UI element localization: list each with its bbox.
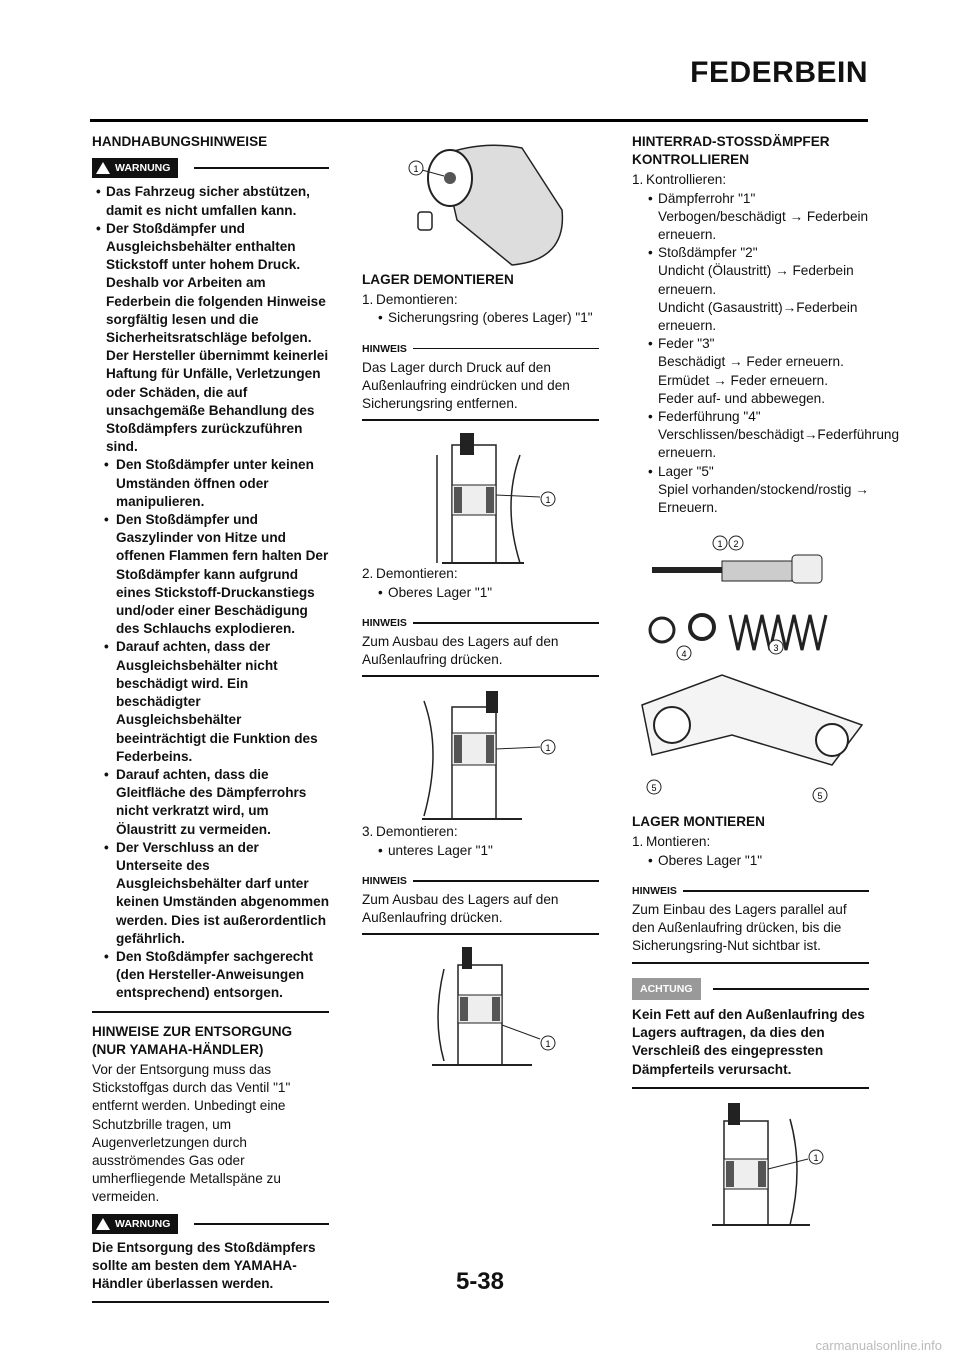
step-text: Demontieren: (376, 292, 458, 308)
step-text: Demontieren: (376, 566, 458, 582)
list-item: • Das Fahrzeug sicher abstützen, damit es nicht umfallen kann. (92, 183, 329, 219)
list-item: • Oberes Lager "1" (632, 852, 869, 870)
note-header: HINWEIS (362, 872, 599, 890)
footer-watermark: carmanualsonline.info (815, 1338, 942, 1353)
section-handling-title: HANDHABUNGSHINWEISE (92, 134, 268, 149)
svg-text:3: 3 (773, 643, 779, 654)
list-item: • Der Stoßdämpfer und Ausgleichsbehälter enthalten Stickstoff unter hohem Druck. Deshalb vor Arbeiten am Federbein die folgenden Hinweise sorgfältig lesen und die Sicherheitsratschläge befolgen. Der Hersteller übernimmt keinerlei Haftung für Unfälle, Verletzungen oder Schäden, die auf unsachgemäße Behandlung des Stoßdämpfers zurückzuführen sind. (92, 220, 329, 457)
column-2: 1 LAGER DEMONTIEREN 1. Demontieren: • Sicherungsring (oberes Lager) "1" HINWEIS Das Lager durch Druck auf den Außenlaufring eindrücken und den Sicherungsring entfernen. 1 2. Demontieren: • Oberes Lager "1" HINWEIS Zum Ausbau des Lagers auf den Außenlaufring drücken. 1 3. Demontieren: • unteres Lager "1" HINWEIS Zum Ausbau des Lagers auf den Außenlaufring drücken. 1 (362, 130, 599, 1069)
shock-components-figure (632, 525, 869, 810)
step-text: Kontrollieren: (646, 172, 727, 188)
caution-label: ACHTUNG (632, 978, 701, 1000)
caution-text: Kein Fett auf den Außenlaufring des Lagers auftragen, da dies den Verschleiß des eingepressten Dämpferteils verursacht. (632, 1006, 865, 1077)
column-1 (92, 130, 329, 1313)
warning-bullets (92, 183, 329, 456)
list-item: • Federführung "4" Verschlissen/beschädigt→Federführung erneuern. (632, 408, 869, 463)
page-title: FEDERBEIN (690, 56, 868, 89)
page-number: 5-38 (455, 1268, 505, 1295)
figure-callout: 1 (545, 743, 551, 754)
note-header: HINWEIS (632, 882, 869, 900)
warning-2-text: Die Entsorgung des Stoßdämpfers sollte am besten dem YAMAHA-Händler überlassen werden. (92, 1239, 316, 1292)
warning-icon (96, 162, 110, 174)
list-item: • Darauf achten, dass der Ausgleichsbehälter nicht beschädigt wird. Ein beschädigter Ausgleichsbehälter beeinträchtigt die Funktion des Federbeins. (92, 638, 329, 765)
warning-icon (96, 1218, 110, 1230)
step-text: Montieren: (646, 834, 711, 850)
svg-text:4: 4 (681, 649, 687, 660)
section-disposal-title: HINWEISE ZUR ENTSORGUNG (NUR YAMAHA-HÄNDLER) (92, 1023, 293, 1057)
header-rule (90, 119, 868, 122)
column-3: HINTERRAD-STOSSDÄMPFER KONTROLLIEREN 1. Kontrollieren: • Dämpferrohr "1" Verbogen/beschädigt → Federbein erneuern. • Stoßdämpfer "2" Undicht (Ölaustritt) → Federbein erneuern. Undicht (Gasaustritt)→Federbein erneuern. • Feder "3" Beschädigt → Feder erneuern. Ermüdet → Feder erneuern. Feder auf- und abbewegen. • Federführung "4" Verschlissen/beschädigt→Federführung erneuern. • Lager "5" Spiel vorhanden/stockend/rostig → Erneuern. 1 2 4 3 5 5 LAGER MONTIEREN 1. Montieren: • Oberes Lager "1" HINWEIS Zum Einbau des Lagers parallel auf den Außenlaufring drücken, bis die Sicherungsring-Nut sichtbar ist. ACHTUNG Kein Fett auf den Außenlaufring des Lagers auftragen, da dies den Verschleiß des eingepressten Dämpferteils verursacht. 1 (632, 130, 869, 1229)
warning-subbullets (92, 456, 329, 1002)
svg-text:1: 1 (717, 539, 723, 550)
note-text: Zum Ausbau des Lagers auf den Außenlaufring drücken. (362, 892, 559, 926)
note-text: Zum Ausbau des Lagers auf den Außenlaufring drücken. (362, 634, 559, 668)
section-install-bearing-title: LAGER MONTIEREN (632, 814, 765, 830)
warning-box (92, 158, 329, 178)
figure-callout: 1 (545, 495, 551, 506)
warning-label: WARNUNG (115, 1217, 171, 1230)
figure-callout: 1 (545, 1039, 551, 1050)
figure-callout: 1 (813, 1152, 819, 1163)
list-item: • Lager "5" Spiel vorhanden/stockend/rostig → Erneuern. (632, 463, 869, 518)
warning-box-2 (92, 1214, 329, 1234)
note-header: HINWEIS (362, 614, 599, 632)
section-check-title: HINTERRAD-STOSSDÄMPFER KONTROLLIEREN (632, 134, 830, 168)
list-item: • Sicherungsring (oberes Lager) "1" (362, 309, 599, 327)
svg-text:2: 2 (733, 539, 739, 550)
list-item: • Den Stoßdämpfer und Gaszylinder von Hitze und offenen Flammen fern halten Der Stoßdämpfer kann aufgrund eines Stickstoff-Druckanstiegs und/oder einer Beschädigung des Schlauchs explodieren. (92, 511, 329, 638)
note-header: HINWEIS (362, 340, 599, 358)
step-text: Demontieren: (376, 824, 458, 840)
note-text: Das Lager durch Druck auf den Außenlaufring eindrücken und den Sicherungsring entfernen. (362, 359, 570, 412)
lower-bearing-figure (362, 939, 599, 1069)
list-item: • Den Stoßdämpfer unter keinen Umständen öffnen oder manipulieren. (92, 456, 329, 511)
warning-label: WARNUNG (115, 162, 171, 175)
list-item: • Darauf achten, dass die Gleitfläche des Dämpferrohrs nicht verkratzt wird, um Ölaustritt zu vermeiden. (92, 766, 329, 839)
upper-bearing-figure (362, 425, 599, 565)
list-item: • Der Verschluss an der Unterseite des Ausgleichsbehälter darf unter keinen Umständen abgenommen werden. Dies ist außerordentlich gefährlich. (92, 839, 329, 948)
note-text: Zum Einbau des Lagers parallel auf den Außenlaufring drücken, bis die Sicherungsring-Nut sichtbar ist. (632, 902, 847, 954)
list-item: • Stoßdämpfer "2" Undicht (Ölaustritt) → Federbein erneuern. Undicht (Gasaustritt)→Federbein erneuern. (632, 244, 869, 335)
caution-box (632, 978, 869, 1000)
bearing-install-figure (632, 1099, 869, 1229)
list-item: • unteres Lager "1" (362, 842, 599, 860)
circlip-removal-figure (362, 130, 599, 268)
list-item: • Den Stoßdämpfer sachgerecht (den Hersteller-Anweisungen entsprechend) entsorgen. (92, 948, 329, 1003)
svg-text:5: 5 (817, 791, 823, 802)
section-remove-bearing-title: LAGER DEMONTIEREN (362, 272, 514, 287)
svg-text:5: 5 (651, 783, 657, 794)
figure-callout: 1 (413, 164, 419, 174)
disposal-text: Vor der Entsorgung muss das Stickstoffgas durch das Ventil "1" entfernt werden. Unbedingt eine Schutzbrille tragen, um Augenverletzungen durch ausströmendes Gas oder umherfliegende Metallspäne zu vermeiden. (92, 1061, 291, 1205)
list-item: • Dämpferrohr "1" Verbogen/beschädigt → Federbein erneuern. (632, 190, 869, 245)
list-item: • Oberes Lager "1" (362, 584, 599, 602)
list-item: • Feder "3" Beschädigt → Feder erneuern. Ermüdet → Feder erneuern. Feder auf- und abbewegen. (632, 335, 869, 408)
lower-bearing-removal-figure (362, 681, 599, 823)
check-list (632, 190, 900, 518)
